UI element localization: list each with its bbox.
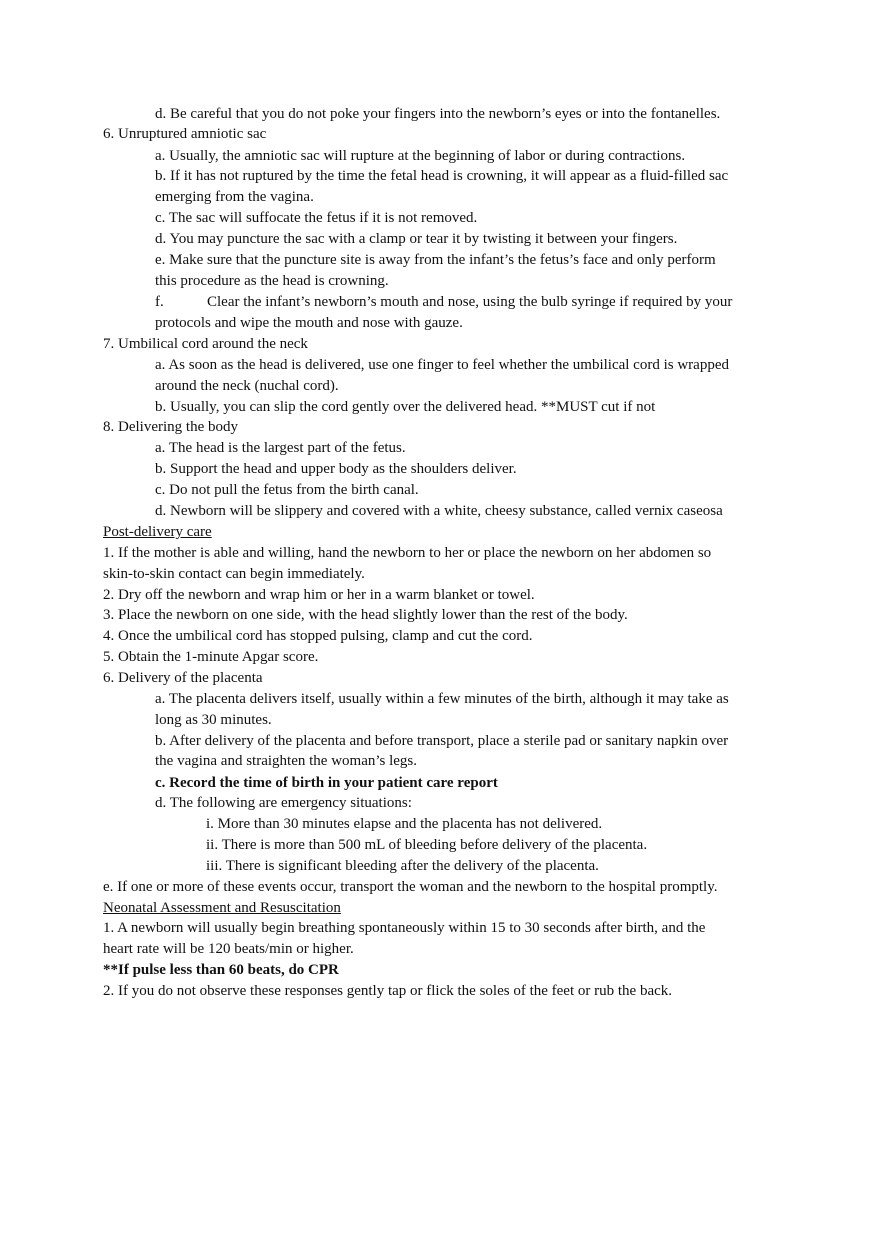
list-item: 1. If the mother is able and willing, hand the newborn to her or place the newborn on her abdomen so: [103, 545, 712, 561]
list-item: a. Usually, the amniotic sac will rupture at the beginning of labor or during contractions.: [155, 148, 686, 164]
list-item: 2. If you do not observe these responses gently tap or flick the soles of the feet or rub the back.: [103, 983, 673, 999]
list-item: [155, 292, 732, 312]
list-item-text: Clear the infant’s newborn’s mouth and nose, using the bulb syringe if required by your: [207, 294, 733, 310]
list-item-continuation: long as 30 minutes.: [155, 712, 272, 728]
list-item-continuation: protocols and wipe the mouth and nose with gauze.: [155, 315, 463, 331]
list-item: d. Be careful that you do not poke your fingers into the newborn’s eyes or into the fontanelles.: [155, 106, 721, 122]
list-item-continuation: around the neck (nuchal cord).: [155, 378, 339, 394]
list-item: 8. Delivering the body: [103, 419, 238, 435]
list-item: b. After delivery of the placenta and before transport, place a sterile pad or sanitary napkin over: [155, 733, 729, 749]
list-item-continuation: emerging from the vagina.: [155, 189, 314, 205]
list-item-bold: c. Record the time of birth in your patient care report: [155, 775, 498, 791]
list-item: b. Usually, you can slip the cord gently over the delivered head. **MUST cut if not: [155, 399, 656, 415]
list-item-continuation: the vagina and straighten the woman’s legs.: [155, 753, 418, 769]
list-item: b. Support the head and upper body as the shoulders deliver.: [155, 461, 517, 477]
list-item: d. The following are emergency situations:: [155, 795, 412, 811]
list-item: a. As soon as the head is delivered, use one finger to feel whether the umbilical cord is wrapped: [155, 357, 729, 373]
list-item: 1. A newborn will usually begin breathing spontaneously within 15 to 30 seconds after birth, and the: [103, 920, 706, 936]
list-item: d. You may puncture the sac with a clamp or tear it by twisting it between your fingers.: [155, 231, 678, 247]
sub-list-item: ii. There is more than 500 mL of bleeding before delivery of the placenta.: [206, 837, 648, 853]
list-item: 3. Place the newborn on one side, with the head slightly lower than the rest of the body.: [103, 607, 628, 623]
list-item: a. The head is the largest part of the fetus.: [155, 440, 406, 456]
list-item: e. Make sure that the puncture site is away from the infant’s the fetus’s face and only perform: [155, 252, 716, 268]
list-item: b. If it has not ruptured by the time the fetal head is crowning, it will appear as a fluid-filled sac: [155, 168, 729, 184]
list-marker: f.: [155, 294, 164, 310]
list-item: 2. Dry off the newborn and wrap him or her in a warm blanket or towel.: [103, 587, 535, 603]
list-item: 6. Unruptured amniotic sac: [103, 126, 267, 142]
list-item: a. The placenta delivers itself, usually within a few minutes of the birth, although it may take as: [155, 691, 729, 707]
list-item-continuation: skin-to-skin contact can begin immediately.: [103, 566, 365, 582]
list-item: d. Newborn will be slippery and covered with a white, cheesy substance, called vernix caseosa: [155, 503, 723, 519]
list-item-continuation: this procedure as the head is crowning.: [155, 273, 389, 289]
list-item: e. If one or more of these events occur, transport the woman and the newborn to the hospital promptly.: [103, 879, 718, 895]
list-item: 7. Umbilical cord around the neck: [103, 336, 308, 352]
list-item-continuation: heart rate will be 120 beats/min or higher.: [103, 941, 354, 957]
bold-note: **If pulse less than 60 beats, do CPR: [103, 962, 339, 978]
section-heading: Post-delivery care: [103, 524, 212, 540]
list-item: c. Do not pull the fetus from the birth canal.: [155, 482, 419, 498]
list-item: 4. Once the umbilical cord has stopped pulsing, clamp and cut the cord.: [103, 628, 533, 644]
section-heading: Neonatal Assessment and Resuscitation: [103, 900, 341, 916]
sub-list-item: i. More than 30 minutes elapse and the placenta has not delivered.: [206, 816, 603, 832]
sub-list-item: iii. There is significant bleeding after the delivery of the placenta.: [206, 858, 599, 874]
list-item: c. The sac will suffocate the fetus if it is not removed.: [155, 210, 478, 226]
list-item: 6. Delivery of the placenta: [103, 670, 263, 686]
list-item: 5. Obtain the 1-minute Apgar score.: [103, 649, 319, 665]
